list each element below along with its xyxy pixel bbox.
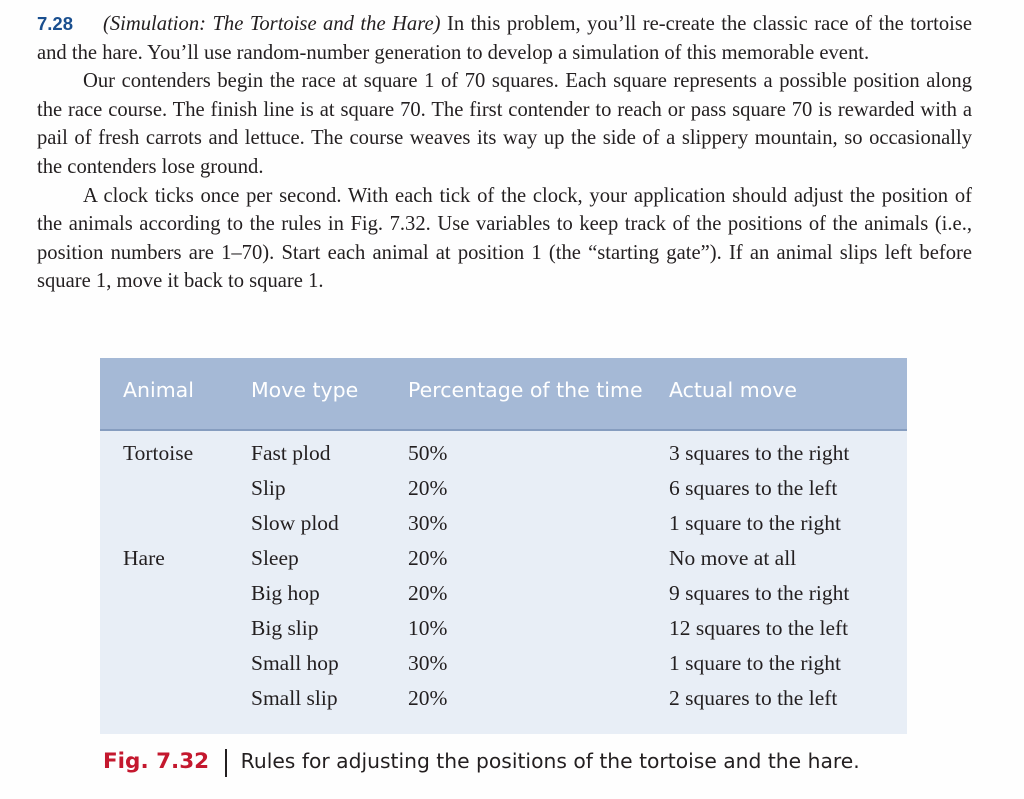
cell-actual-move: No move at all	[669, 546, 797, 570]
problem-title: (Simulation: The Tortoise and the Hare)	[103, 13, 441, 35]
cell-percentage: 10%	[408, 616, 448, 640]
cell-move-type: Slip	[251, 476, 286, 500]
problem-text	[37, 10, 972, 296]
cell-actual-move: 1 square to the right	[669, 511, 841, 535]
problem-number: 7.28	[37, 13, 74, 34]
cell-percentage: 30%	[408, 511, 448, 535]
figure-caption	[103, 741, 860, 781]
cell-actual-move: 12 squares to the left	[669, 616, 849, 640]
cell-percentage: 50%	[408, 441, 448, 465]
cell-move-type: Fast plod	[251, 441, 331, 465]
cell-actual-move: 1 square to the right	[669, 651, 841, 675]
header-move-type: Move type	[251, 378, 359, 402]
header-percentage: Percentage of the time	[408, 378, 643, 402]
cell-percentage: 30%	[408, 651, 448, 675]
cell-move-type: Big slip	[251, 616, 319, 640]
cell-actual-move: 6 squares to the left	[669, 476, 838, 500]
table-header	[100, 358, 907, 431]
cell-animal: Tortoise	[123, 441, 194, 465]
cell-animal: Hare	[123, 546, 165, 570]
header-actual-move: Actual move	[669, 378, 797, 402]
cell-percentage: 20%	[408, 581, 448, 605]
cell-percentage: 20%	[408, 476, 448, 500]
paragraph-2: Our contenders begin the race at square 1 of 70 squares. Each square represents a possible position along the race course. The finish line is at square 70. The first contender to reach or pass square 70 is rewarded with a pail of fresh carrots and lettuce. The course weaves its way up the side of a slippery mountain, so occasionally the contenders lose ground.	[37, 70, 972, 178]
problem-intro: In this problem, you’ll re-create the classic race of the tortoise and the hare. You’ll use random-number generation to develop a simulation of this memorable event.	[37, 13, 973, 64]
header-animal: Animal	[123, 378, 194, 402]
cell-actual-move: 2 squares to the left	[669, 686, 838, 710]
cell-percentage: 20%	[408, 546, 448, 570]
cell-move-type: Slow plod	[251, 511, 339, 535]
problem-intro-paragraph	[37, 10, 972, 67]
cell-move-type: Sleep	[251, 546, 299, 570]
cell-move-type: Small slip	[251, 686, 338, 710]
cell-percentage: 20%	[408, 686, 448, 710]
figure-number: Fig. 7.32	[103, 749, 210, 774]
caption-text: Rules for adjusting the positions of the tortoise and the hare.	[240, 749, 860, 773]
paragraph-3: A clock ticks once per second. With each tick of the clock, your application should adjust the position of the animals according to the rules in Fig. 7.32. Use variables to keep track of the positions of the animals (i.e., position numbers are 1–70). Start each animal at position 1 (the “starting gate”). If an animal slips left before square 1, move it back to square 1.	[37, 184, 972, 293]
cell-move-type: Big hop	[251, 581, 320, 605]
cell-actual-move: 3 squares to the right	[669, 441, 850, 465]
caption-divider	[225, 749, 227, 777]
cell-actual-move: 9 squares to the right	[669, 581, 850, 605]
cell-move-type: Small hop	[251, 651, 339, 675]
rules-table	[100, 358, 907, 734]
